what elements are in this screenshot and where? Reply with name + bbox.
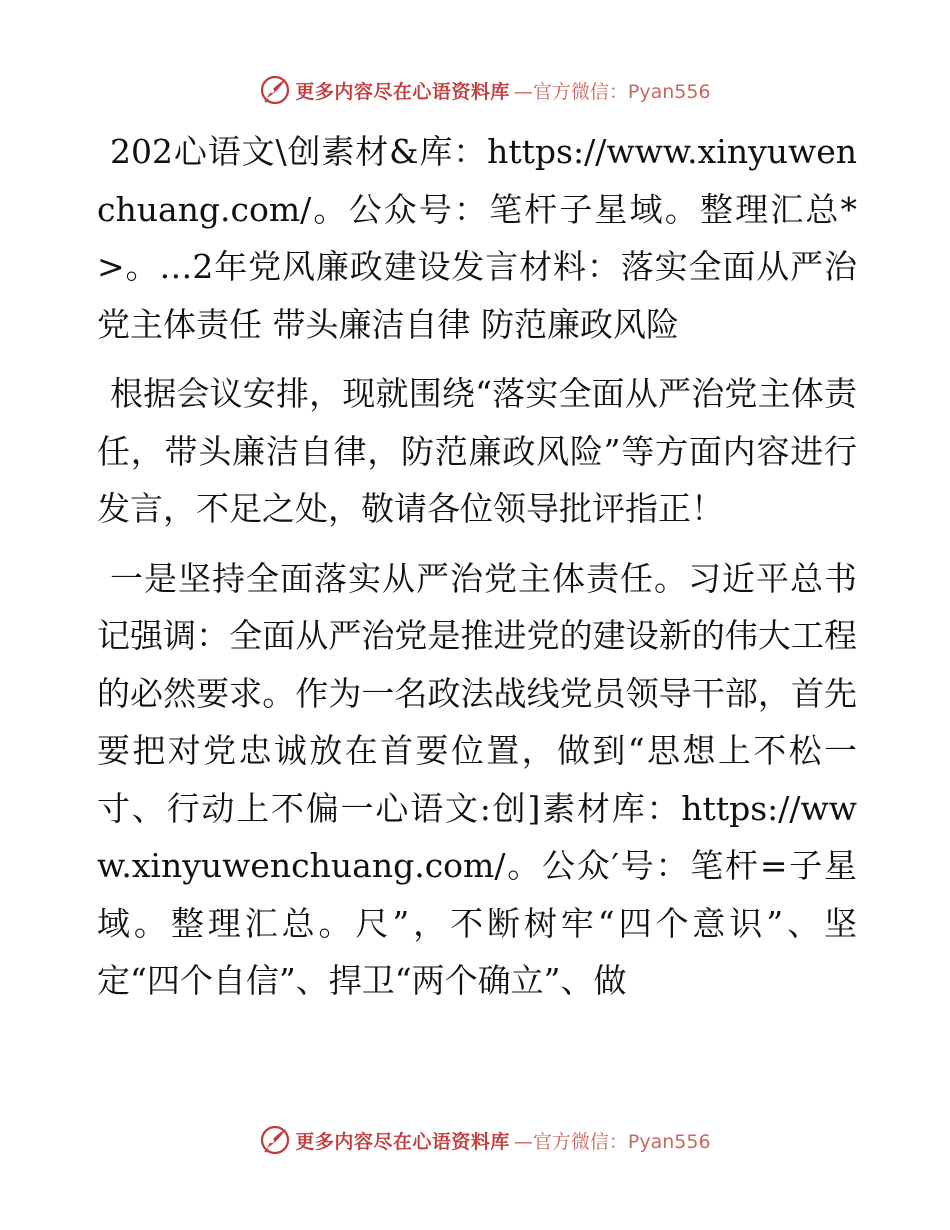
- header-banner-contact: —官方微信：Pyan556: [513, 80, 711, 103]
- header-banner-inner: [259, 74, 710, 106]
- header-banner: [0, 70, 950, 110]
- footer-banner: [0, 1120, 950, 1160]
- header-banner-text: 更多内容尽在心语资料库: [295, 80, 510, 103]
- footer-banner-text: 更多内容尽在心语资料库: [295, 1130, 510, 1153]
- body-paragraph-1: 根据会议安排，现就围绕“落实全面从严治党主体责任，带头廉洁自律，防范廉政风险”等方面内容进行发言，不足之处，敬请各位领导批评指正！: [97, 374, 857, 528]
- body-paragraph-2: 一是坚持全面落实从严治党主体责任。习近平总书记强调：全面从严治党是推进党的建设新的伟大工程的必然要求。作为一名政法战线党员领导干部，首先要把对党忠诚放在首要位置，做到“思想上不松一寸、行动上不偏一心语文:创]素材库：https://www.xinyuwenchuang.com/。公众′号：笔杆=子星域。整理汇总。尺”，不断树牢“四个意识”、坚定“四个自信”、捍卫“两个确立”、做: [97, 558, 857, 1000]
- quill-logo-icon: [259, 74, 291, 106]
- footer-banner-inner: [259, 1124, 710, 1156]
- title-paragraph: 202心语文\创素材&库：https://www.xinyuwenchuang.com/。公众号：笔杆子星域。整理汇总*>。…2年党风廉政建设发言材料：落实全面从严治党主体责任 带头廉洁自律 防范廉政风险: [97, 132, 857, 344]
- quill-logo-icon: [259, 1124, 291, 1156]
- document-body: [97, 123, 857, 1010]
- footer-banner-contact: —官方微信：Pyan556: [513, 1130, 711, 1153]
